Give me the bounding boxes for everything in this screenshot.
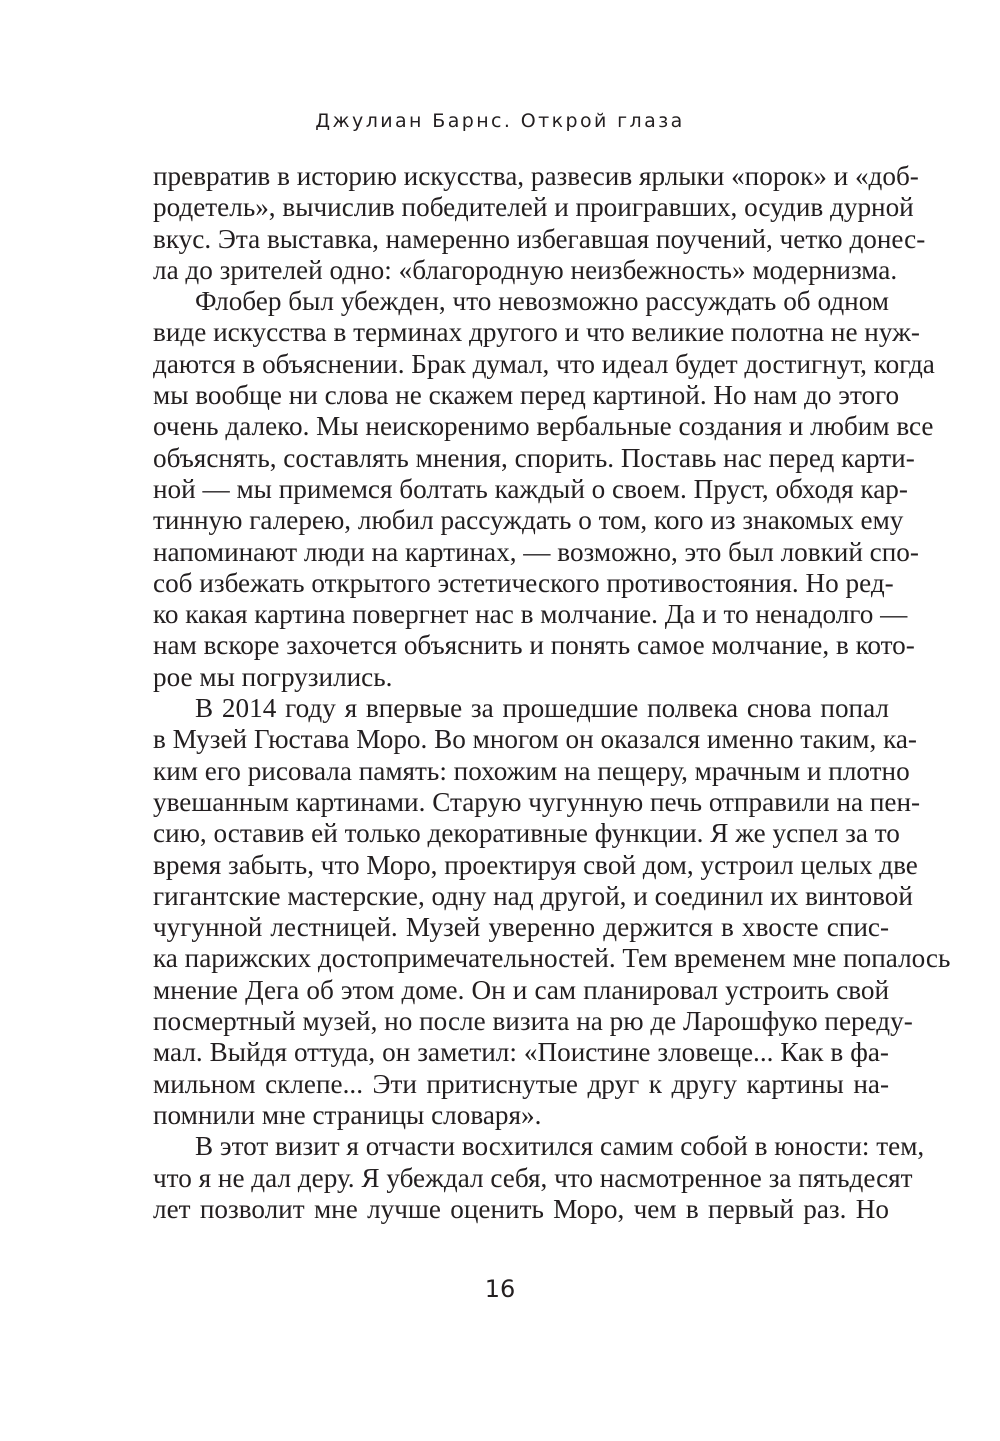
paragraph-first-line: Флобер был убежден, что невозможно рассуждать об одном bbox=[195, 286, 889, 317]
paragraph-first-line: В 2014 году я впервые за прошедшие полвека снова попал bbox=[195, 693, 889, 724]
text-line: нам вскоре захочется объяснить и понять самое молчание, в кото- bbox=[153, 630, 915, 661]
text-line: даются в объяснении. Брак думал, что идеал будет достигнут, когда bbox=[153, 348, 935, 379]
text-line: мнение Дега об этом доме. Он и сам планировал устроить свой bbox=[153, 974, 889, 1005]
text-line: родетель», вычислив победителей и проигравших, осудив дурной bbox=[153, 192, 914, 223]
text-line: превратив в историю искусства, развесив ярлыки «порок» и «доб- bbox=[153, 161, 919, 191]
text-line: ко какая картина повергнет нас в молчание. Да и то ненадолго — bbox=[153, 599, 908, 630]
text-line: в Музей Гюстава Моро. Во многом он оказался именно таким, ка- bbox=[153, 724, 917, 755]
paragraph-first-line: В этот визит я отчасти восхитился самим собой в юности: тем, bbox=[195, 1131, 925, 1162]
text-line: тинную галерею, любил рассуждать о том, кого из знакомых ему bbox=[153, 505, 904, 536]
text-line: ной — мы примемся болтать каждый о своем. Пруст, обходя кар- bbox=[153, 473, 908, 504]
text-line: мал. Выйдя оттуда, он заметил: «Поистине зловеще... Как в фа- bbox=[153, 1037, 889, 1068]
text-line: рое мы погрузились. bbox=[153, 661, 393, 692]
text-line: очень далеко. Мы неискоренимо вербальные создания и любим все bbox=[153, 411, 934, 442]
text-line: чугунной лестницей. Музей уверенно держится в хвосте спис- bbox=[153, 912, 889, 943]
text-line: гигантские мастерские, одну над другой, и соединил их винтовой bbox=[153, 880, 913, 911]
text-line: напоминают люди на картинах, — возможно, это был ловкий спо- bbox=[153, 536, 919, 567]
text-line: ка парижских достопримечательностей. Тем временем мне попалось bbox=[153, 943, 951, 974]
body-text bbox=[153, 161, 951, 1225]
text-line: помнили мне страницы словаря». bbox=[153, 1099, 542, 1130]
text-line: лет позволит мне лучше оценить Моро, чем в первый раз. Но bbox=[153, 1193, 889, 1224]
page-number: 16 bbox=[484, 1275, 516, 1303]
text-line: вкус. Эта выставка, намеренно избегавшая поучений, четко донес- bbox=[153, 223, 926, 254]
text-line: посмертный музей, но после визита на рю де Ларошфуко переду- bbox=[153, 1006, 913, 1037]
text-line: время забыть, что Моро, проектируя свой дом, устроил целых две bbox=[153, 849, 918, 880]
text-line: виде искусства в терминах другого и что великие полотна не нуж- bbox=[153, 317, 920, 348]
text-line: увешанным картинами. Старую чугунную печь отправили на пен- bbox=[153, 786, 921, 817]
text-line: ла до зрителей одно: «благородную неизбежность» модернизма. bbox=[153, 254, 898, 285]
running-header: Джулиан Барнс. Открой глаза bbox=[315, 110, 685, 132]
text-line: мильном склепе... Эти притиснутые друг к другу картины на- bbox=[153, 1068, 889, 1099]
text-line: объяснять, составлять мнения, спорить. Поставь нас перед карти- bbox=[153, 442, 915, 473]
text-line: соб избежать открытого эстетического противостояния. Но ред- bbox=[153, 567, 894, 598]
text-line: ким его рисовала память: похожим на пещеру, мрачным и плотно bbox=[153, 755, 910, 786]
text-line: сию, оставив ей только декоративные функции. Я же успел за то bbox=[153, 818, 900, 849]
text-line: что я не дал деру. Я убеждал себя, что насмотренное за пятьдесят bbox=[153, 1162, 913, 1193]
text-line: мы вообще ни слова не скажем перед картиной. Но нам до этого bbox=[153, 380, 900, 411]
